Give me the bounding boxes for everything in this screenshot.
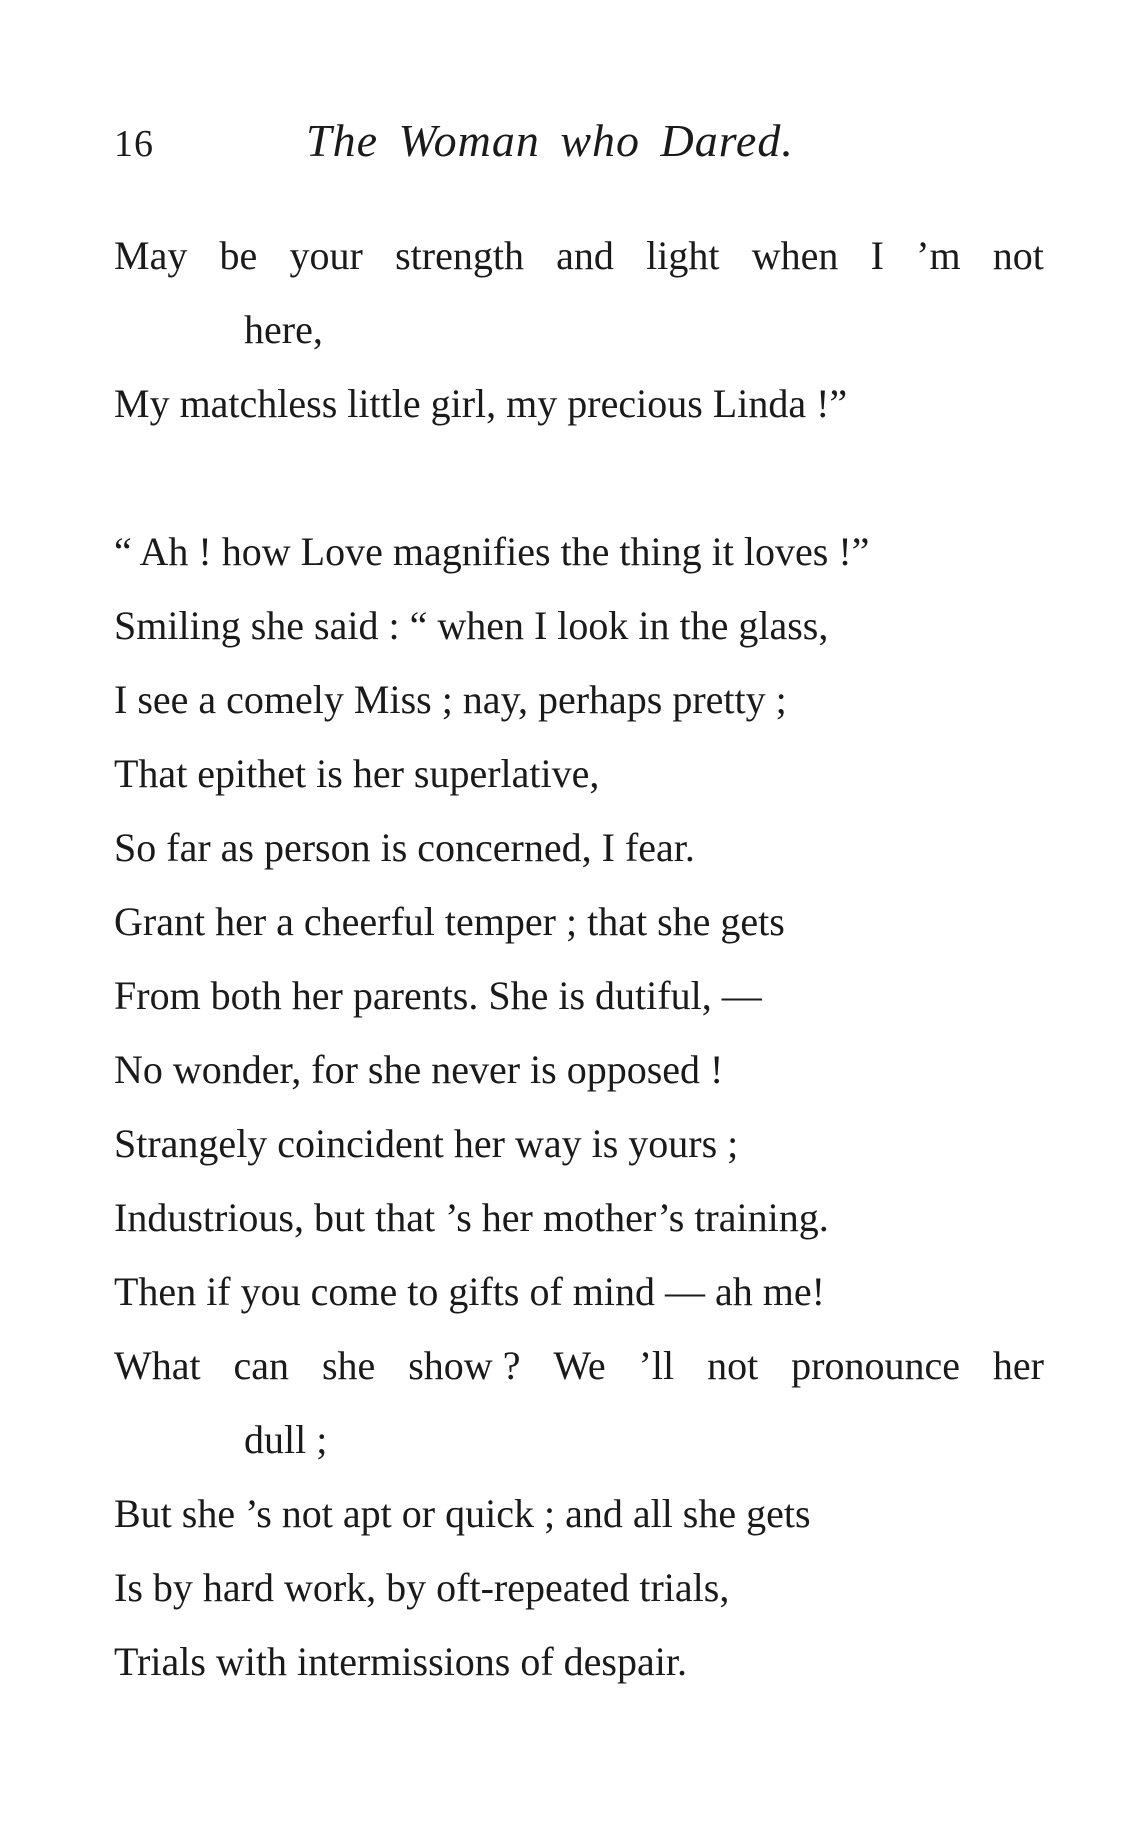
word: when — [751, 233, 839, 278]
poem-line: From both her parents. She is dutiful, — — [114, 973, 762, 1018]
poem-line: Strangely coincident her way is yours ; — [114, 1121, 739, 1166]
word: ’ll — [638, 1343, 675, 1388]
word: her — [992, 1343, 1044, 1388]
poem-line-continuation: dull ; — [244, 1417, 328, 1462]
poem-line: No wonder, for she never is opposed ! — [114, 1047, 724, 1092]
poem-line-justified — [114, 1340, 1044, 1392]
poem-line: Is by hard work, by oft-repeated trials, — [114, 1565, 730, 1610]
word: be — [219, 233, 258, 278]
word: light — [646, 233, 720, 278]
poem-line: So far as person is concerned, I fear. — [114, 825, 695, 870]
word: can — [233, 1343, 290, 1388]
poem-line: Grant her a cheerful temper ; that she gets — [114, 899, 785, 944]
word: your — [289, 233, 363, 278]
word: not — [707, 1343, 759, 1388]
word: strength — [395, 233, 524, 278]
poem-line: “ Ah ! how Love magnifies the thing it loves !” — [114, 529, 870, 574]
word: she — [321, 1343, 376, 1388]
poem-line-continuation: here, — [244, 307, 323, 352]
poem-line: Industrious, but that ’s her mother’s training. — [114, 1195, 829, 1240]
poem-line: I see a comely Miss ; nay, perhaps pretty ; — [114, 677, 787, 722]
word: and — [556, 233, 614, 278]
poem-line: Then if you come to gifts of mind — ah me! — [114, 1269, 825, 1314]
word: ’m — [916, 233, 961, 278]
poem-line: But she ’s not apt or quick ; and all she gets — [114, 1491, 811, 1536]
poem-line: Smiling she said : “ when I look in the glass, — [114, 603, 829, 648]
poem-line: Trials with intermissions of despair. — [114, 1639, 687, 1684]
word: I — [870, 233, 884, 278]
poem-line-justified — [114, 230, 1044, 282]
word: What — [114, 1343, 201, 1388]
poem-line: My matchless little girl, my precious Linda !” — [114, 381, 848, 426]
word: May — [114, 233, 188, 278]
book-title: The Woman who Dared. — [306, 115, 794, 166]
word: not — [992, 233, 1044, 278]
word: pronounce — [791, 1343, 960, 1388]
poem-line: That epithet is her superlative, — [114, 751, 600, 796]
word: show ? — [408, 1343, 521, 1388]
running-head — [114, 114, 1034, 174]
page-number: 16 — [114, 123, 154, 165]
word: We — [553, 1343, 606, 1388]
